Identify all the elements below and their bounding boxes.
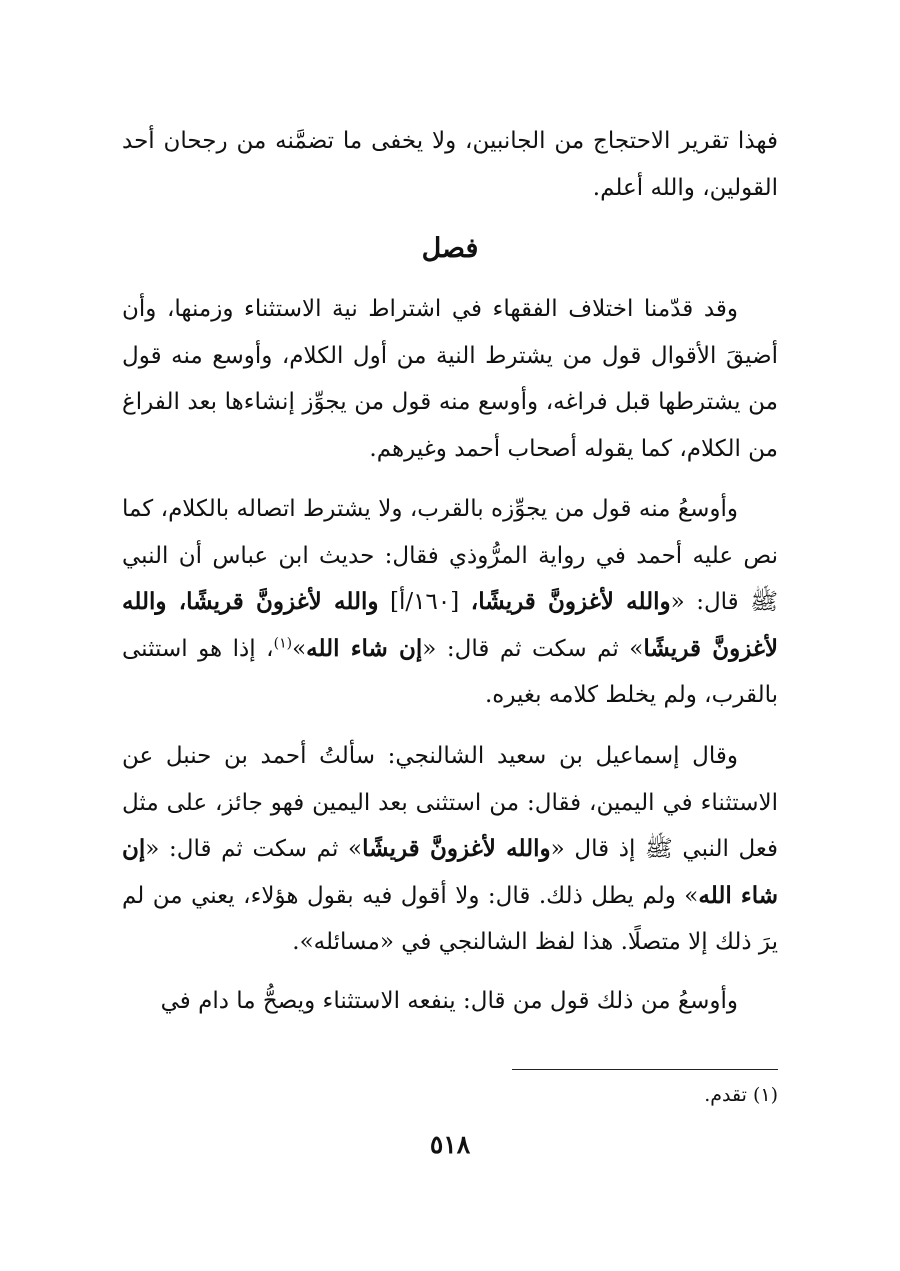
footnote-text: تقدم. [704, 1084, 753, 1106]
paragraph-continuation-text: وأوسعُ من ذلك قول من قال: ينفعه الاستثناء ويصحُّ ما دام في [160, 988, 738, 1014]
footnote [122, 1080, 778, 1110]
p4-part2: » ثم سكت ثم قال: « [145, 836, 363, 862]
p4-quote1: والله لأغزونَّ قريشًا [362, 835, 551, 862]
p3-part1: وأوسعُ منه قول من يجوِّزه بالقرب، ولا يشترط اتصاله بالكلام، كما نص عليه أحمد في رواية المرُّوذي فقال: حديث ابن عباس أن النبي ﷺ قال: « [122, 496, 778, 615]
folio-marker: [١٦٠/أ] [378, 589, 471, 615]
paragraph-istithna-intro [122, 286, 778, 472]
paragraph-shalanji [122, 733, 778, 966]
p3-part2: » ثم سكت ثم قال: « [422, 635, 644, 662]
p4-quote2: إن شاء الله [122, 835, 778, 909]
section-heading: فصل [421, 233, 479, 264]
paragraph-ahmad-narration: وأوسعُ منه قول من يجوِّزه بالقرب، ولا يشترط اتصاله بالكلام، كما نص عليه أحمد في رواية المرُّوذي فقال: حديث ابن عباس أن النبي ﷺ قال: «والله لأغزونَّ قريشًا، [١٦٠/أ] والله لأغزونَّ قريشًا، والله لأغزونَّ قريشًا» ثم سكت ثم قال: «إن شاء الله»$^{(١)}$، إذا هو استثنى بالقرب، ولم يخلط كلامه بغيره. [122, 496, 779, 708]
p3-quote3: إن شاء الله [306, 634, 423, 662]
footnote-reference[interactable]: (١) [273, 634, 293, 651]
p3-part3: ، إذا هو استثنى بالقرب، ولم يخلط كلامه بغيره. [122, 635, 778, 708]
footnote-marker: (١) [752, 1084, 778, 1106]
paragraph-istithna-intro-text: وقد قدّمنا اختلاف الفقهاء في اشتراط نية الاستثناء وزمنها، وأن أضيقَ الأقوال قول من يشترط النية من أول الكلام، وأوسع منه قول من يشترطها قبل فراغه، وأوسع منه قول من يجوِّز إنشاءها بعد الفراغ من الكلام، كما يقوله أصحاب أحمد وغيرهم. [122, 296, 778, 462]
p3-quote2: والله لأغزونَّ قريشًا، والله لأغزونَّ قريشًا [122, 588, 779, 662]
p3-quote1: والله لأغزونَّ قريشًا، [470, 588, 671, 615]
footnote-divider [512, 1069, 778, 1070]
p4-part3: » ولم يطل ذلك. قال: ولا أقول فيه بقول هؤلاء، يعني من لم يرَ ذلك إلا متصلًا. هذا لفظ الشالنجي في «مسائله». [122, 882, 778, 955]
p4-part1: وقال إسماعيل بن سعيد الشالنجي: سألتُ أحمد بن حنبل عن الاستثناء في اليمين، فقال: من استثنى بعد اليمين فهو جائز، على مثل فعل النبي ﷺ إذ قال « [122, 743, 778, 862]
paragraph-conclusion [122, 118, 778, 211]
page-number: ٥١٨ [429, 1130, 471, 1159]
paragraph-conclusion-text: فهذا تقرير الاحتجاج من الجانبين، ولا يخفى ما تضمَّنه من رجحان أحد القولين، والله أعلم. [122, 128, 778, 201]
paragraph-continuation [122, 978, 778, 1025]
